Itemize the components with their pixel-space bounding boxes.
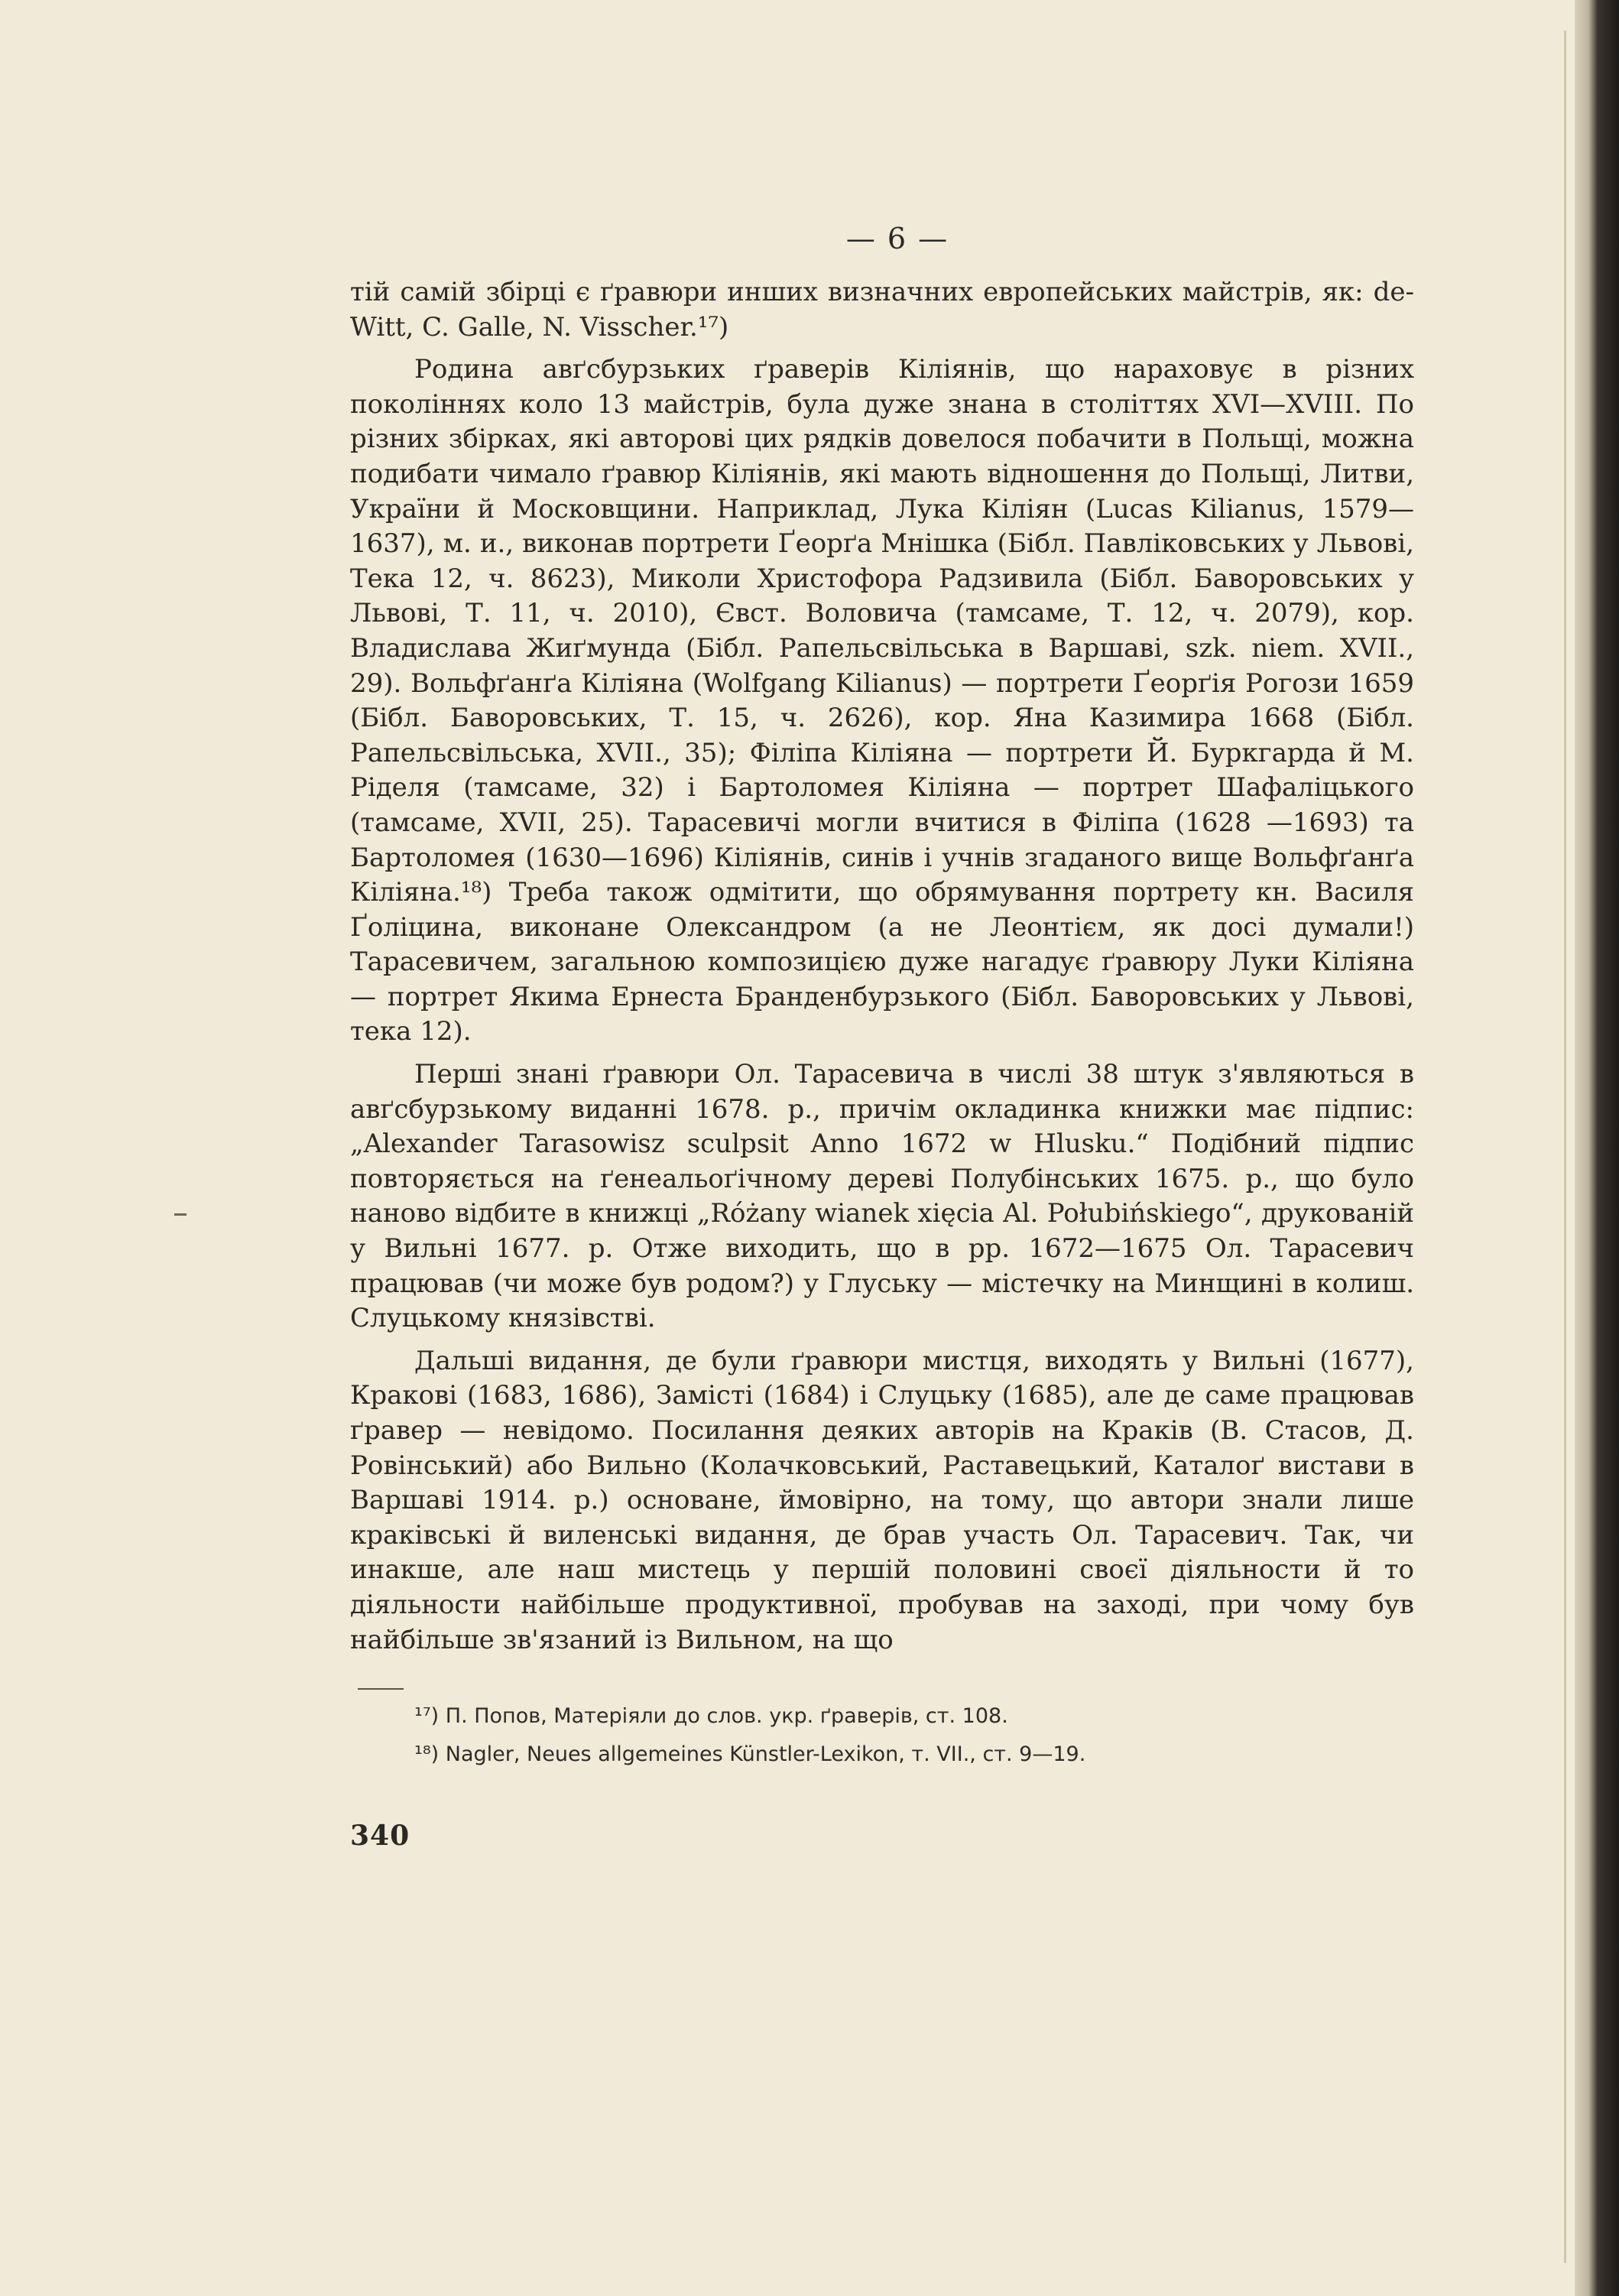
paragraph-4: Дальші видання, де були ґравюри мистця, виходять у Вильні (1677), Кракові (1683, 1686), Замісті (1684) і Слуцьку (1685), але де саме працював ґравер — невідомо. Посилання деяких авторів на Краків (В. Стасов, Д. Ровінський) або Вильно (Колачковський, Раставецький, Каталоґ вистави в Варшаві 1914. р.) основане, ймовірно, на тому, що автори знали лише краківські й виленські видання, де брав участь Ол. Тарасевич. Так, чи инакше, але наш мистець у першій половині своєї діяльности й то діяльности найбільше продуктивної, пробував на заході, при чому був найбільше зв'язаний із Вильном, на що: [350, 1345, 1414, 1655]
footnote-separator: [358, 1688, 404, 1690]
footnote-18: ¹⁸) Nagler, Neues allgemeines Künstler-Lexikon, т. VII., ст. 9—19.: [414, 1742, 1086, 1767]
paragraph-2: Родина авґсбурзьких ґраверів Кіліянів, що нараховує в різних поколіннях коло 13 майстрів, була дуже знана в століттях XVI—XVIII. По різних збірках, які авторові цих рядків довелося побачити в Польщі, можна подибати чимало ґравюр Кіліянів, які мають відношення до Польщі, Литви, України й Московщини. Наприклад, Лука Кіліян (Lucas Kilianus, 1579—1637), м. и., виконав портрети Ґеорґа Мнішка (Бібл. Павліковських у Львові, Тека 12, ч. 8623), Миколи Христофора Радзивила (Бібл. Баворовських у Львові, Т. 11, ч. 2010), Євст. Воловича (тамсаме, Т. 12, ч. 2079), кор. Владислава Жиґмунда (Бібл. Рапельсвільська в Варшаві, szk. niem. XVII., 29). Вольфґанґа Кіліяна (Wolfgang Kilianus) — портрети Ґеорґія Рогози 1659 (Бібл. Баворовських, Т. 15, ч. 2626), кор. Яна Казимира 1668 (Бібл. Рапельсвільська, XVII., 35); Філіпа Кіліяна — портрети Й. Буркгарда й М. Ріделя (тамсаме, 32) і Бартоломея Кіліяна — портрет Шафаліцького (тамсаме, XVII, 25). Тарасевичі могли вчитися в Філіпа (1628 —1693) та Бартоломея (1630—1696) Кіліянів, синів і учнів згаданого вище Вольфґанґа Кіліяна.¹⁸) Треба також одмітити, що обрямування портрету кн. Василя Ґоліцина, виконане Олександром (а не Леонтієм, як досі думали!) Тарасевичем, загальною композицією дуже нагадує ґравюру Луки Кіліяна — портрет Якима Ернеста Бранденбурзького (Бібл. Баворовських у Львові, тека 12).: [350, 354, 1414, 1047]
signature-number: 340: [350, 1820, 410, 1853]
footnote-17: ¹⁷) П. Попов, Матеріяли до слов. укр. ґраверів, ст. 108.: [414, 1704, 1008, 1729]
page-gutter-line: [1564, 31, 1566, 2263]
page-edge-shadow: [1575, 0, 1619, 2296]
paragraph-1: тій самій збірці є ґравюри инших визначних европейських майстрів, як: de-Witt, C. Galle, N. Visscher.¹⁷): [350, 277, 1414, 343]
paragraph-3: Перші знані ґравюри Ол. Тарасевича в числі 38 штук з'являються в авґсбурзькому виданні 1678. р., причім окладинка книжки має підпис: „Alexander Tarasowisz sculpsit Anno 1672 w Hlusku.“ Подібний підпис повторяється на ґенеальоґічному дереві Полубінських 1675. р., що було наново відбите в книжці „Różany wianek xięcia Al. Połubińskiego“, друкованій у Вильні 1677. р. Отже виходить, що в рр. 1672—1675 Ол. Тарасевич працював (чи може був родом?) у Глуську — містечку на Минщині в колиш. Слуцькому князівстві.: [350, 1059, 1414, 1334]
page-content: [350, 222, 1414, 1852]
page-number: — 6 —: [845, 222, 949, 255]
footnotes: [350, 1697, 1414, 1774]
margin-dash-mark: [174, 1213, 187, 1216]
